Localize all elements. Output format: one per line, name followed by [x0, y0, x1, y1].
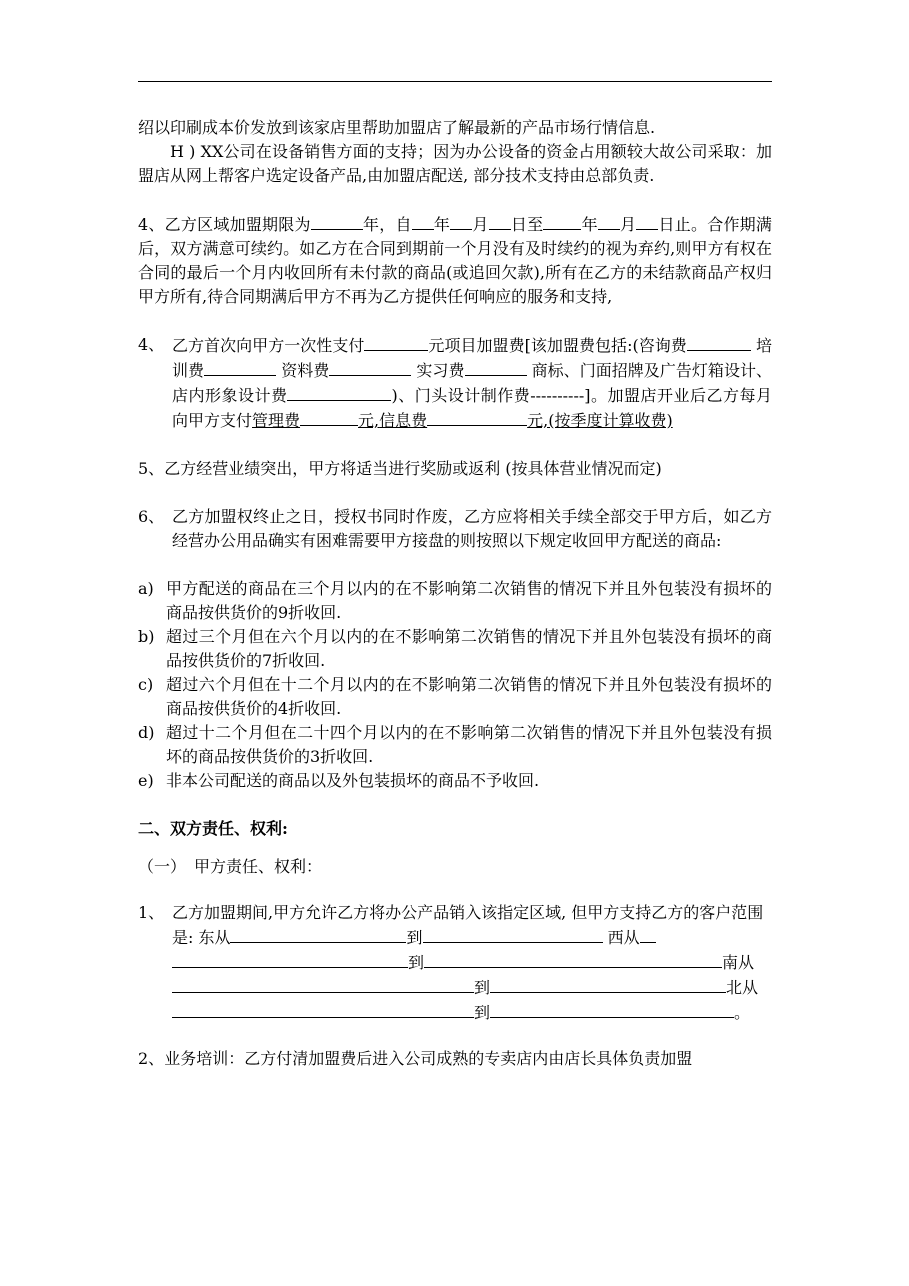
blank-east-to — [423, 925, 603, 943]
blank-north-to — [490, 1000, 734, 1018]
clause-6: 6、 乙方加盟权终止之日，授权书同时作废，乙方应将相关手续全部交于甲方后，如乙方经营办公用品确实有困难需要甲方接盘的则按照以下规定收回甲方配送的商品: — [138, 507, 772, 550]
blank-south-to — [490, 975, 726, 993]
section-heading: 二、双方责任、权利: — [138, 819, 288, 838]
blank-east-from — [230, 925, 406, 943]
blank-practice-fee — [465, 358, 527, 376]
list-item: a) 甲方配送的商品在三个月以内的在不影响第二次销售的情况下并且外包装没有损坏的商品按供货价的9折收回. — [138, 579, 772, 622]
blank-end-year — [543, 212, 581, 230]
clause-number: 4、 — [138, 215, 165, 234]
list-item: c) 超过六个月但在十二个月以内的在不影响第二次销售的情况下并且外包装没有损坏的商品按供货价的4折收回. — [138, 675, 772, 718]
blank-start-year — [412, 212, 434, 230]
blank-franchise-fee — [364, 333, 428, 351]
clause-r2-training: 2、业务培训：乙方付清加盟费后进入公司成熟的专卖店内由店长具体负责加盟 — [138, 1049, 693, 1068]
clause-4-fee: 4、 乙方首次向甲方一次性支付 元项目加盟费[该加盟费包括:(咨询费 培训费 资料费 实习费 商标、门面招牌及广告灯箱设计、店内形象设计费 )、门头设计制作费----------]。加盟店开业后乙方每月向甲方支付管理费 元,信息费 元,(按季度计算收费) — [138, 335, 772, 430]
paragraph-p1: 绍以印刷成本价发放到该家店里帮助加盟店了解最新的产品市场行情信息. — [138, 118, 656, 137]
blank-west-to — [424, 950, 722, 968]
blank-north-from — [172, 1000, 474, 1018]
blank-end-month — [598, 212, 620, 230]
blank-design-fee — [287, 383, 391, 401]
clause-r1-territory: 1、 乙方加盟期间,甲方允许乙方将办公产品销入该指定区域, 但甲方支持乙方的客户范围是: 东从 到 西从 到 南从 到 北从 到 。 — [138, 903, 764, 1022]
blank-management-fee — [300, 408, 358, 426]
blank-west-from — [172, 950, 408, 968]
blank-start-month — [450, 212, 472, 230]
clause-5: 5、乙方经营业绩突出，甲方将适当进行奖励或返利 (按具体营业情况而定) — [138, 459, 662, 478]
blank-south-from — [172, 975, 474, 993]
list-item: b) 超过三个月但在六个月以内的在不影响第二次销售的情况下并且外包装没有损坏的商品按供货价的7折收回. — [138, 627, 772, 670]
paragraph-h-support: H ) XX公司在设备销售方面的支持；因为办公设备的资金占用额较大故公司采取：加盟店从网上帮客户选定设备产品,由加盟店配送, 部分技术支持由总部负责. — [138, 142, 772, 185]
return-rules-list — [138, 577, 772, 793]
blank-west-from-a — [640, 925, 656, 943]
blank-training-fee — [204, 358, 276, 376]
list-item: d) 超过十二个月但在二十四个月以内的在不影响第二次销售的情况下并且外包装没有损坏的商品按供货价的3折收回. — [138, 723, 772, 766]
clause-4-term: 4、乙方区域加盟期限为 年，自 年 月 日至 年 月 日止。合作期满后，双方满意可续约。如乙方在合同到期前一个月没有及时续约的视为弃约,则甲方有权在合同的最后一个月内收回所有未付款的商品(或追回欠款),所有在乙方的未结款商品产权归甲方所有,待合同期满后甲方不再为乙方提供任何响应的服务和支持, — [138, 212, 772, 309]
blank-end-day — [636, 212, 658, 230]
clause-number: 4、 — [138, 335, 165, 354]
document-body — [138, 116, 772, 1071]
subsection-heading: （一） 甲方责任、权利： — [138, 857, 323, 876]
list-item: e) 非本公司配送的商品以及外包装损坏的商品不予收回. — [138, 771, 540, 790]
blank-start-day — [489, 212, 511, 230]
header-rule — [138, 81, 772, 82]
blank-material-fee — [329, 358, 411, 376]
blank-consult-fee — [687, 333, 751, 351]
blank-info-fee — [427, 408, 527, 426]
blank-years — [311, 212, 363, 230]
